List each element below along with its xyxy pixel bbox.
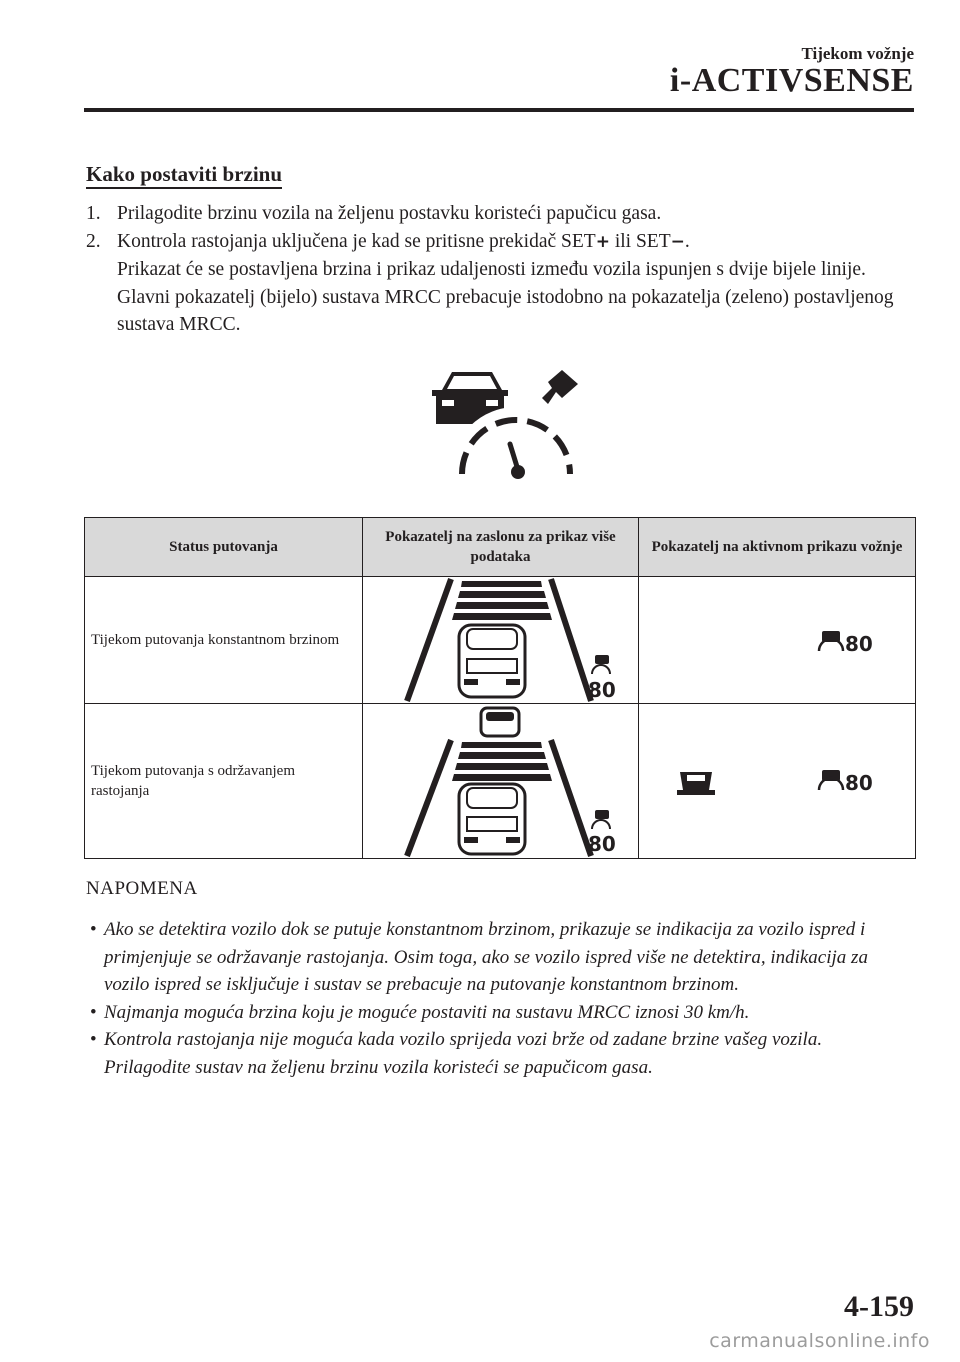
bullet-icon: • bbox=[90, 1029, 97, 1050]
table-header: Pokazatelj na aktivnom prikazu vožnje bbox=[639, 518, 916, 577]
table-header-row bbox=[85, 518, 916, 577]
status-cell: Tijekom putovanja konstantnom brzinom bbox=[85, 577, 363, 704]
header-chapter-title: i-ACTIVSENSE bbox=[669, 62, 914, 99]
multi-info-display-cell bbox=[363, 577, 639, 704]
plus-symbol: + bbox=[595, 231, 610, 252]
header-section-label: Tijekom vožnje bbox=[801, 44, 914, 63]
section-heading: Kako postaviti brzinu bbox=[86, 162, 282, 189]
note-text: Kontrola rastojanja nije moguća kada vozilo sprijeda vozi brže od zadane brzine vašeg vozila. Prilagodite sustav na željenu brzinu vozila koristeći se papučicom gasa. bbox=[104, 1029, 823, 1078]
step-2-description: Prikazat će se postavljena brzina i prikaz udaljenosti između vozila ispunjen s dvije bijele linije. Glavni pokazatelj (bijelo) sustava MRCC prebacuje istodobno na pokazatelja (zeleno) postavljenog sustava MRCC. bbox=[117, 259, 894, 335]
active-driving-display-cell bbox=[639, 704, 916, 859]
note-title: NAPOMENA bbox=[86, 878, 198, 899]
step-2 bbox=[86, 228, 916, 257]
header-divider bbox=[84, 108, 914, 112]
step-text bbox=[117, 228, 916, 257]
step-number: 1. bbox=[86, 203, 101, 224]
status-cell: Tijekom putovanja s održavanjem rastojanja bbox=[85, 704, 363, 859]
mrcc-small-icon bbox=[819, 631, 843, 651]
bullet-icon: • bbox=[90, 1001, 97, 1023]
table-row bbox=[85, 704, 916, 859]
active-display-graphic bbox=[639, 577, 916, 703]
note-item bbox=[90, 999, 910, 1027]
step-text-part: Kontrola rastojanja uključena je kad se pritisne prekidač SET bbox=[117, 230, 596, 252]
note-item bbox=[90, 916, 910, 999]
steps-list bbox=[86, 200, 916, 339]
minus-symbol: − bbox=[670, 231, 685, 252]
mrcc-small-icon bbox=[819, 770, 843, 790]
step-text-part: ili SET bbox=[609, 230, 671, 252]
own-car-icon bbox=[459, 784, 525, 854]
set-speed-value: 80 bbox=[588, 832, 616, 856]
status-table bbox=[84, 517, 916, 859]
note-list bbox=[90, 916, 910, 1081]
mrcc-speedometer-icon bbox=[412, 362, 592, 482]
table-header: Pokazatelj na zaslonu za prikaz više podataka bbox=[363, 518, 639, 577]
set-speed-value: 80 bbox=[845, 771, 873, 795]
set-speed-value: 80 bbox=[845, 632, 873, 656]
vehicle-ahead-icon bbox=[677, 772, 715, 795]
note-text: Ako se detektira vozilo dok se putuje konstantnom brzinom, prikazuje se indikacija za vozilo ispred i primjenjuje se održavanje rastojanja. Osim toga, ako se vozilo ispred više ne detektira, indikacija za vozilo ispred se isključuje i sustav se prebacuje na putovanje konstantnom brzinom. bbox=[104, 919, 868, 995]
step-text-part: . bbox=[684, 230, 690, 252]
step-text: Prilagodite brzinu vozila na željenu postavku koristeći papučicu gasa. bbox=[117, 203, 662, 224]
table-row bbox=[85, 577, 916, 704]
step-number: 2. bbox=[86, 230, 101, 252]
note-item bbox=[90, 1026, 910, 1081]
watermark-link[interactable]: carmanualsonline.info bbox=[709, 1330, 930, 1352]
vehicle-ahead-icon bbox=[481, 708, 519, 736]
note-text: Najmanja moguća brzina koju je moguće postaviti na sustavu MRCC iznosi 30 km/h. bbox=[104, 1001, 750, 1023]
set-arrow-icon bbox=[542, 370, 578, 404]
mrcc-small-icon bbox=[592, 810, 610, 829]
set-speed-value: 80 bbox=[588, 678, 616, 702]
active-display-graphic bbox=[639, 704, 916, 858]
distance-keeping-display-graphic bbox=[363, 704, 639, 858]
active-driving-display-cell bbox=[639, 577, 916, 704]
multi-info-display-cell bbox=[363, 704, 639, 859]
step-1 bbox=[86, 200, 916, 228]
bullet-icon: • bbox=[90, 919, 97, 940]
page-number: 4-159 bbox=[844, 1290, 914, 1323]
table-header: Status putovanja bbox=[85, 518, 363, 577]
